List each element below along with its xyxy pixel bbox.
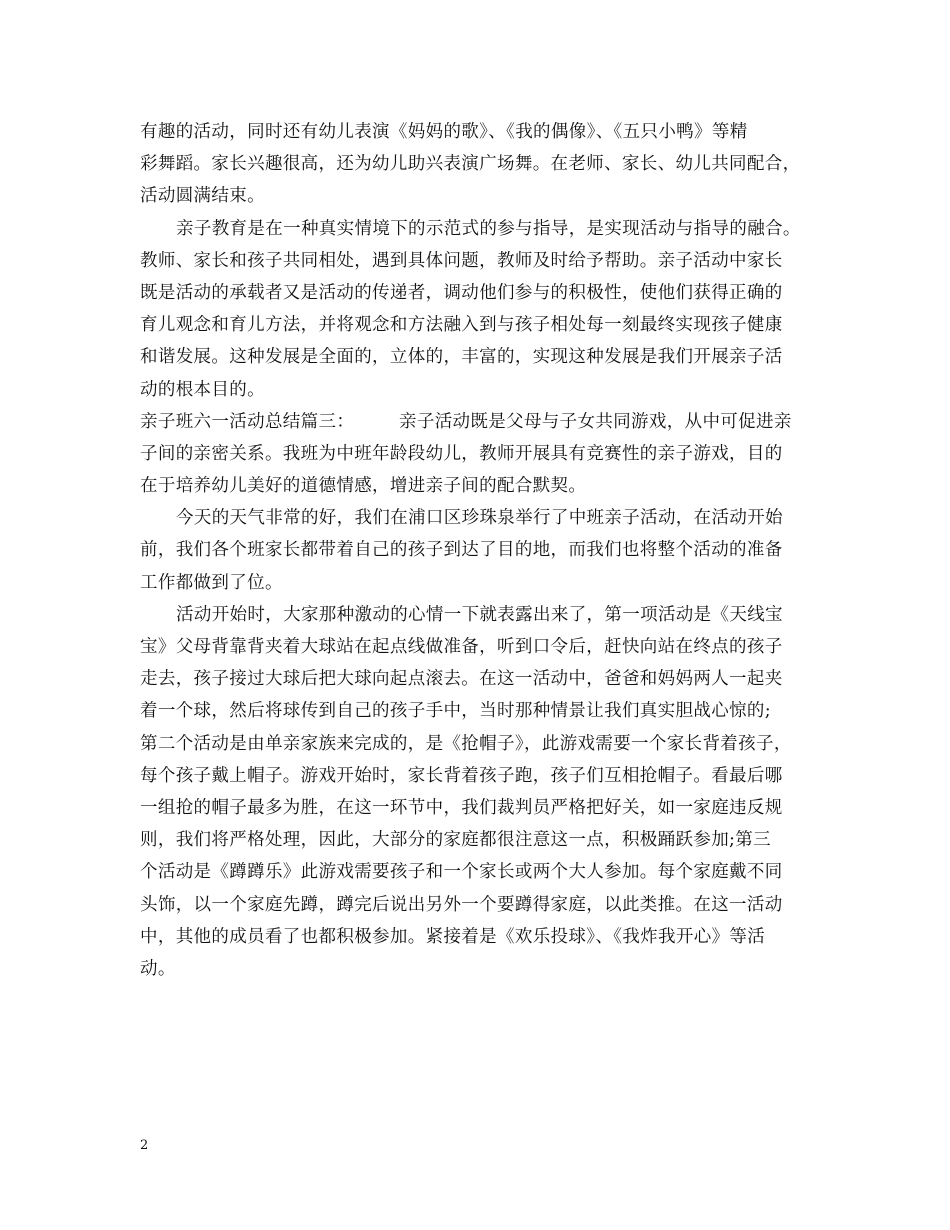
text-line: 中，其他的成员看了也都积极参加。紧接着是《欢乐投球》、《我炸我开心》等活 bbox=[140, 926, 766, 947]
text-line: 头饰，以一个家庭先蹲，蹲完后说出另外一个要蹲得家庭，以此类推。在这一活动 bbox=[140, 894, 783, 915]
text-line: 有趣的活动，同时还有幼儿表演《妈妈的歌》、《我的偶像》、《五只小鸭》等精 bbox=[140, 122, 748, 142]
text-line: 彩舞蹈。家长兴趣很高，还为幼儿助兴表演广场舞。在老师、家长、幼儿共同配合， bbox=[140, 154, 801, 175]
text-line: 今天的天气非常的好，我们在浦口区珍珠泉举行了中班亲子活动，在活动开始 bbox=[176, 508, 783, 529]
text-line: 每个孩子戴上帽子。游戏开始时，家长背着孩子跑，孩子们互相抢帽子。看最后哪 bbox=[140, 765, 783, 786]
text-line: 既是活动的承载者又是活动的传递者，调动他们参与的积极性，使他们获得正确的 bbox=[140, 282, 783, 303]
text-line: 动的根本目的。 bbox=[140, 379, 265, 400]
text-line: 活动圆满结束。 bbox=[140, 186, 265, 207]
text-line: 宝》父母背靠背夹着大球站在起点线做准备，听到口令后，赶快向站在终点的孩子 bbox=[140, 637, 783, 657]
body-text bbox=[140, 116, 820, 985]
text-line: 亲子教育是在一种真实情境下的示范式的参与指导，是实现活动与指导的融合。 bbox=[176, 218, 801, 239]
text-line: 前，我们各个班家长都带着自己的孩子到达了目的地，而我们也将整个活动的准备 bbox=[140, 540, 783, 561]
text-line: 教师、家长和孩子共同相处，遇到具体问题，教师及时给予帮助。亲子活动中家长 bbox=[140, 250, 783, 271]
text-line: 个活动是《蹲蹲乐》此游戏需要孩子和一个家长或两个大人参加。每个家庭戴不同 bbox=[140, 862, 783, 883]
text-line: 则，我们将严格处理，因此，大部分的家庭都很注意这一点，积极踊跃参加;第三 bbox=[140, 830, 771, 851]
text-line: 着一个球，然后将球传到自己的孩子手中，当时那种情景让我们真实胆战心惊的; bbox=[140, 701, 771, 722]
text-line: 子间的亲密关系。我班为中班年龄段幼儿，教师开展具有竞赛性的亲子游戏，目的 bbox=[140, 443, 783, 464]
text-line: 在于培养幼儿美好的道德情感，增进亲子间的配合默契。 bbox=[140, 476, 587, 497]
text-line: 育儿观念和育儿方法，并将观念和方法融入到与孩子相处每一刻最终实现孩子健康 bbox=[140, 315, 783, 336]
text-line: 走去，孩子接过大球后把大球向起点滚去。在这一活动中，爸爸和妈妈两人一起夹 bbox=[140, 669, 783, 690]
text-line: 亲子班六一活动总结篇三： 亲子活动既是父母与子女共同游戏，从中可促进亲 bbox=[140, 411, 792, 432]
page-number: 2 bbox=[140, 1138, 149, 1153]
text-line: 和谐发展。这种发展是全面的，立体的，丰富的，实现这种发展是我们开展亲子活 bbox=[140, 347, 783, 368]
text-line: 活动开始时，大家那种激动的心情一下就表露出来了，第一项活动是《天线宝 bbox=[176, 604, 783, 625]
text-line: 工作都做到了位。 bbox=[140, 572, 283, 593]
text-line: 动。 bbox=[140, 958, 176, 979]
text-line: 一组抢的帽子最多为胜，在这一环节中，我们裁判员严格把好关，如一家庭违反规 bbox=[140, 797, 783, 818]
text-line: 第二个活动是由单亲家族来完成的，是《抢帽子》，此游戏需要一个家长背着孩子， bbox=[140, 733, 792, 754]
